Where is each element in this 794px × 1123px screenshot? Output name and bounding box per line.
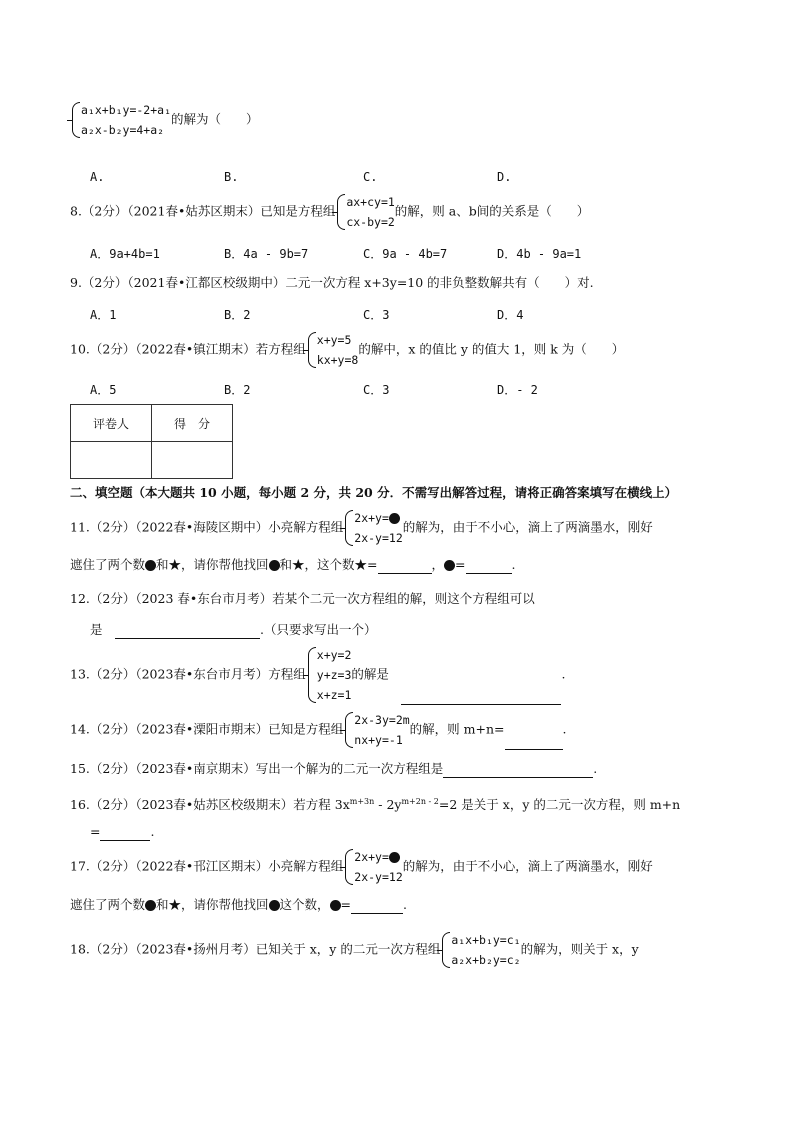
ink-dot-icon — [269, 560, 280, 571]
score-cell[interactable] — [152, 442, 233, 479]
ink-dot-icon — [145, 560, 156, 571]
question-14-tail: 的解，则 m+n= — [409, 721, 505, 737]
text: = — [455, 557, 466, 572]
question-11-prefix: 11.（2分）（2022春•海陵区期中）小亮解方程组 — [70, 519, 344, 535]
text: . — [561, 666, 566, 682]
text: = — [340, 897, 352, 912]
question-14 — [70, 710, 566, 750]
ink-dot-icon — [145, 900, 156, 911]
equation-system — [343, 847, 402, 887]
text: 和★，这个数★= — [279, 557, 378, 572]
text: 和★，请你帮他找回 — [156, 557, 269, 572]
question-10 — [70, 330, 624, 370]
text: . — [562, 721, 567, 737]
option-d[interactable]: D．- 2 — [497, 383, 538, 397]
text: .（只要求写出一个） — [260, 622, 377, 637]
text: 这个数， — [279, 897, 330, 912]
option-a[interactable]: A．5 — [90, 383, 117, 397]
question-16-line2 — [90, 823, 154, 841]
question-11-tail: 的解为，由于不小心，滴上了两滴墨水，刚好 — [402, 519, 653, 535]
text: 15.（2分）（2023春•南京期末）写出一个解为的二元一次方程组是 — [70, 761, 444, 776]
question-18 — [70, 930, 639, 970]
question-8 — [70, 192, 589, 232]
equation-1: a₁x+b₁y=-2+a₁ — [81, 103, 172, 117]
score-header: 得 分 — [152, 405, 233, 442]
text: =2 是关于 x，y 的二元一次方程，则 m+n — [438, 797, 681, 813]
exponent: m+3n — [349, 797, 375, 806]
equation-1: 2x-3y=2m — [354, 713, 410, 727]
question-15 — [70, 760, 597, 778]
grader-header: 评卷人 — [71, 405, 152, 442]
equation-1: x+y=5 — [316, 333, 352, 347]
text: 16.（2分）（2023春•姑苏区校级期末）若方程 3x — [70, 797, 350, 813]
option-b[interactable]: B．4a - 9b=7 — [224, 247, 309, 261]
option-b[interactable]: B. — [224, 170, 239, 184]
text: 是 — [90, 622, 103, 637]
text: 遮住了两个数 — [70, 557, 146, 572]
option-b[interactable]: B．2 — [224, 308, 251, 322]
option-d[interactable]: D．4b - 9a=1 — [497, 247, 582, 261]
question-12-line2 — [90, 621, 377, 639]
equation-system — [70, 100, 171, 140]
ink-dot-icon — [389, 852, 400, 863]
answer-blank-dot[interactable] — [466, 559, 512, 574]
option-d[interactable]: D．4 — [497, 308, 524, 322]
ink-dot-icon — [330, 900, 341, 911]
option-a[interactable]: A. — [90, 170, 105, 184]
question-14-prefix: 14.（2分）（2023春•溧阳市期末）已知是方程组 — [70, 721, 344, 737]
ink-dot-icon — [269, 900, 280, 911]
equation-system — [440, 930, 520, 970]
text: 和★，请你帮他找回 — [156, 897, 269, 912]
equation-2: a₂x-b₂y=4+a₂ — [81, 123, 165, 137]
question-17-line2 — [70, 896, 407, 914]
equation-2: y+z=3 — [316, 668, 352, 682]
equation-2: a₂x+b₂y=c₂ — [451, 953, 521, 967]
option-c[interactable]: C. — [363, 170, 378, 184]
option-d[interactable]: D. — [497, 170, 512, 184]
equation-2: 2x-y=12 — [354, 870, 403, 884]
equation-2: 2x-y=12 — [354, 531, 403, 545]
text: . — [403, 897, 408, 912]
text: 遮住了两个数 — [70, 897, 146, 912]
answer-blank[interactable] — [401, 690, 561, 705]
equation-1: ax+cy=1 — [346, 195, 395, 209]
question-7-tail: 的解为（ ） — [171, 111, 259, 127]
answer-blank[interactable] — [505, 735, 563, 750]
text: . — [511, 557, 516, 572]
question-11 — [70, 508, 653, 548]
equation-system — [306, 645, 352, 705]
equation-1: 2x+y= — [354, 511, 389, 525]
question-12: 12.（2分）（2023 春•东台市月考）若某个二元一次方程组的解，则这个方程组可以 — [70, 591, 535, 606]
question-7-system — [70, 100, 259, 140]
question-17-prefix: 17.（2分）（2022春•邗江区期末）小亮解方程组 — [70, 858, 344, 874]
question-17 — [70, 847, 653, 887]
text: - 2y — [374, 797, 402, 813]
question-13 — [70, 645, 565, 705]
option-b[interactable]: B．2 — [224, 383, 251, 397]
question-16 — [70, 793, 680, 814]
exponent: m+2n - 2 — [401, 797, 439, 806]
equation-2: nx+y=-1 — [354, 733, 403, 747]
ink-dot-icon — [444, 560, 455, 571]
option-c[interactable]: C．3 — [363, 308, 390, 322]
question-8-prefix: 8.（2分）（2021春•姑苏区期末）已知是方程组 — [70, 203, 336, 219]
score-table — [70, 404, 233, 479]
equation-1: a₁x+b₁y=c₁ — [451, 933, 521, 947]
equation-1: 2x+y= — [354, 850, 389, 864]
answer-blank[interactable] — [443, 763, 593, 778]
answer-blank-star[interactable] — [378, 559, 432, 574]
question-9: 9.（2分）（2021春•江都区校级期中）二元一次方程 x+3y=10 的非负整数解共有（ ）对. — [70, 275, 594, 290]
question-13-prefix: 13.（2分）（2023春•东台市月考）方程组 — [70, 666, 306, 682]
grader-cell[interactable] — [71, 442, 152, 479]
answer-blank[interactable] — [351, 899, 403, 914]
text: . — [593, 761, 598, 776]
question-18-prefix: 18.（2分）（2023春•扬州月考）已知关于 x，y 的二元一次方程组 — [70, 941, 441, 957]
equation-2: cx-by=2 — [346, 215, 395, 229]
equation-system — [335, 192, 394, 232]
option-a[interactable]: A．1 — [90, 308, 117, 322]
equation-2: kx+y=8 — [316, 353, 359, 367]
equation-system — [343, 508, 402, 548]
option-c[interactable]: C．9a - 4b=7 — [363, 247, 448, 261]
answer-blank[interactable] — [115, 624, 260, 639]
equation-system — [343, 710, 409, 750]
text: ， — [431, 557, 445, 572]
question-10-prefix: 10.（2分）（2022春•镇江期末）若方程组 — [70, 341, 306, 357]
option-a[interactable]: A．9a+4b=1 — [90, 247, 160, 261]
question-13-tail: 的解是 — [351, 666, 389, 682]
equation-1: x+y=2 — [316, 648, 352, 662]
question-17-tail: 的解为，由于不小心，滴上了两滴墨水，刚好 — [402, 858, 653, 874]
equation-system — [306, 330, 359, 370]
section-heading: 二、填空题（本大题共 10 小题，每小题 2 分，共 20 分．不需写出解答过程，请将正确答案填写在横线上） — [70, 485, 678, 500]
equation-3: x+z=1 — [316, 688, 352, 702]
answer-blank[interactable] — [100, 826, 150, 841]
question-8-tail: 的解，则 a、b间的关系是（ ） — [394, 203, 590, 219]
text: = — [90, 824, 101, 839]
question-18-tail: 的解为，则关于 x，y — [520, 941, 639, 957]
question-10-tail: 的解中，x 的值比 y 的值大 1，则 k 为（ ） — [358, 341, 625, 357]
ink-dot-icon — [389, 513, 400, 524]
question-11-line2 — [70, 556, 516, 574]
text: . — [150, 824, 155, 839]
option-c[interactable]: C．3 — [363, 383, 390, 397]
